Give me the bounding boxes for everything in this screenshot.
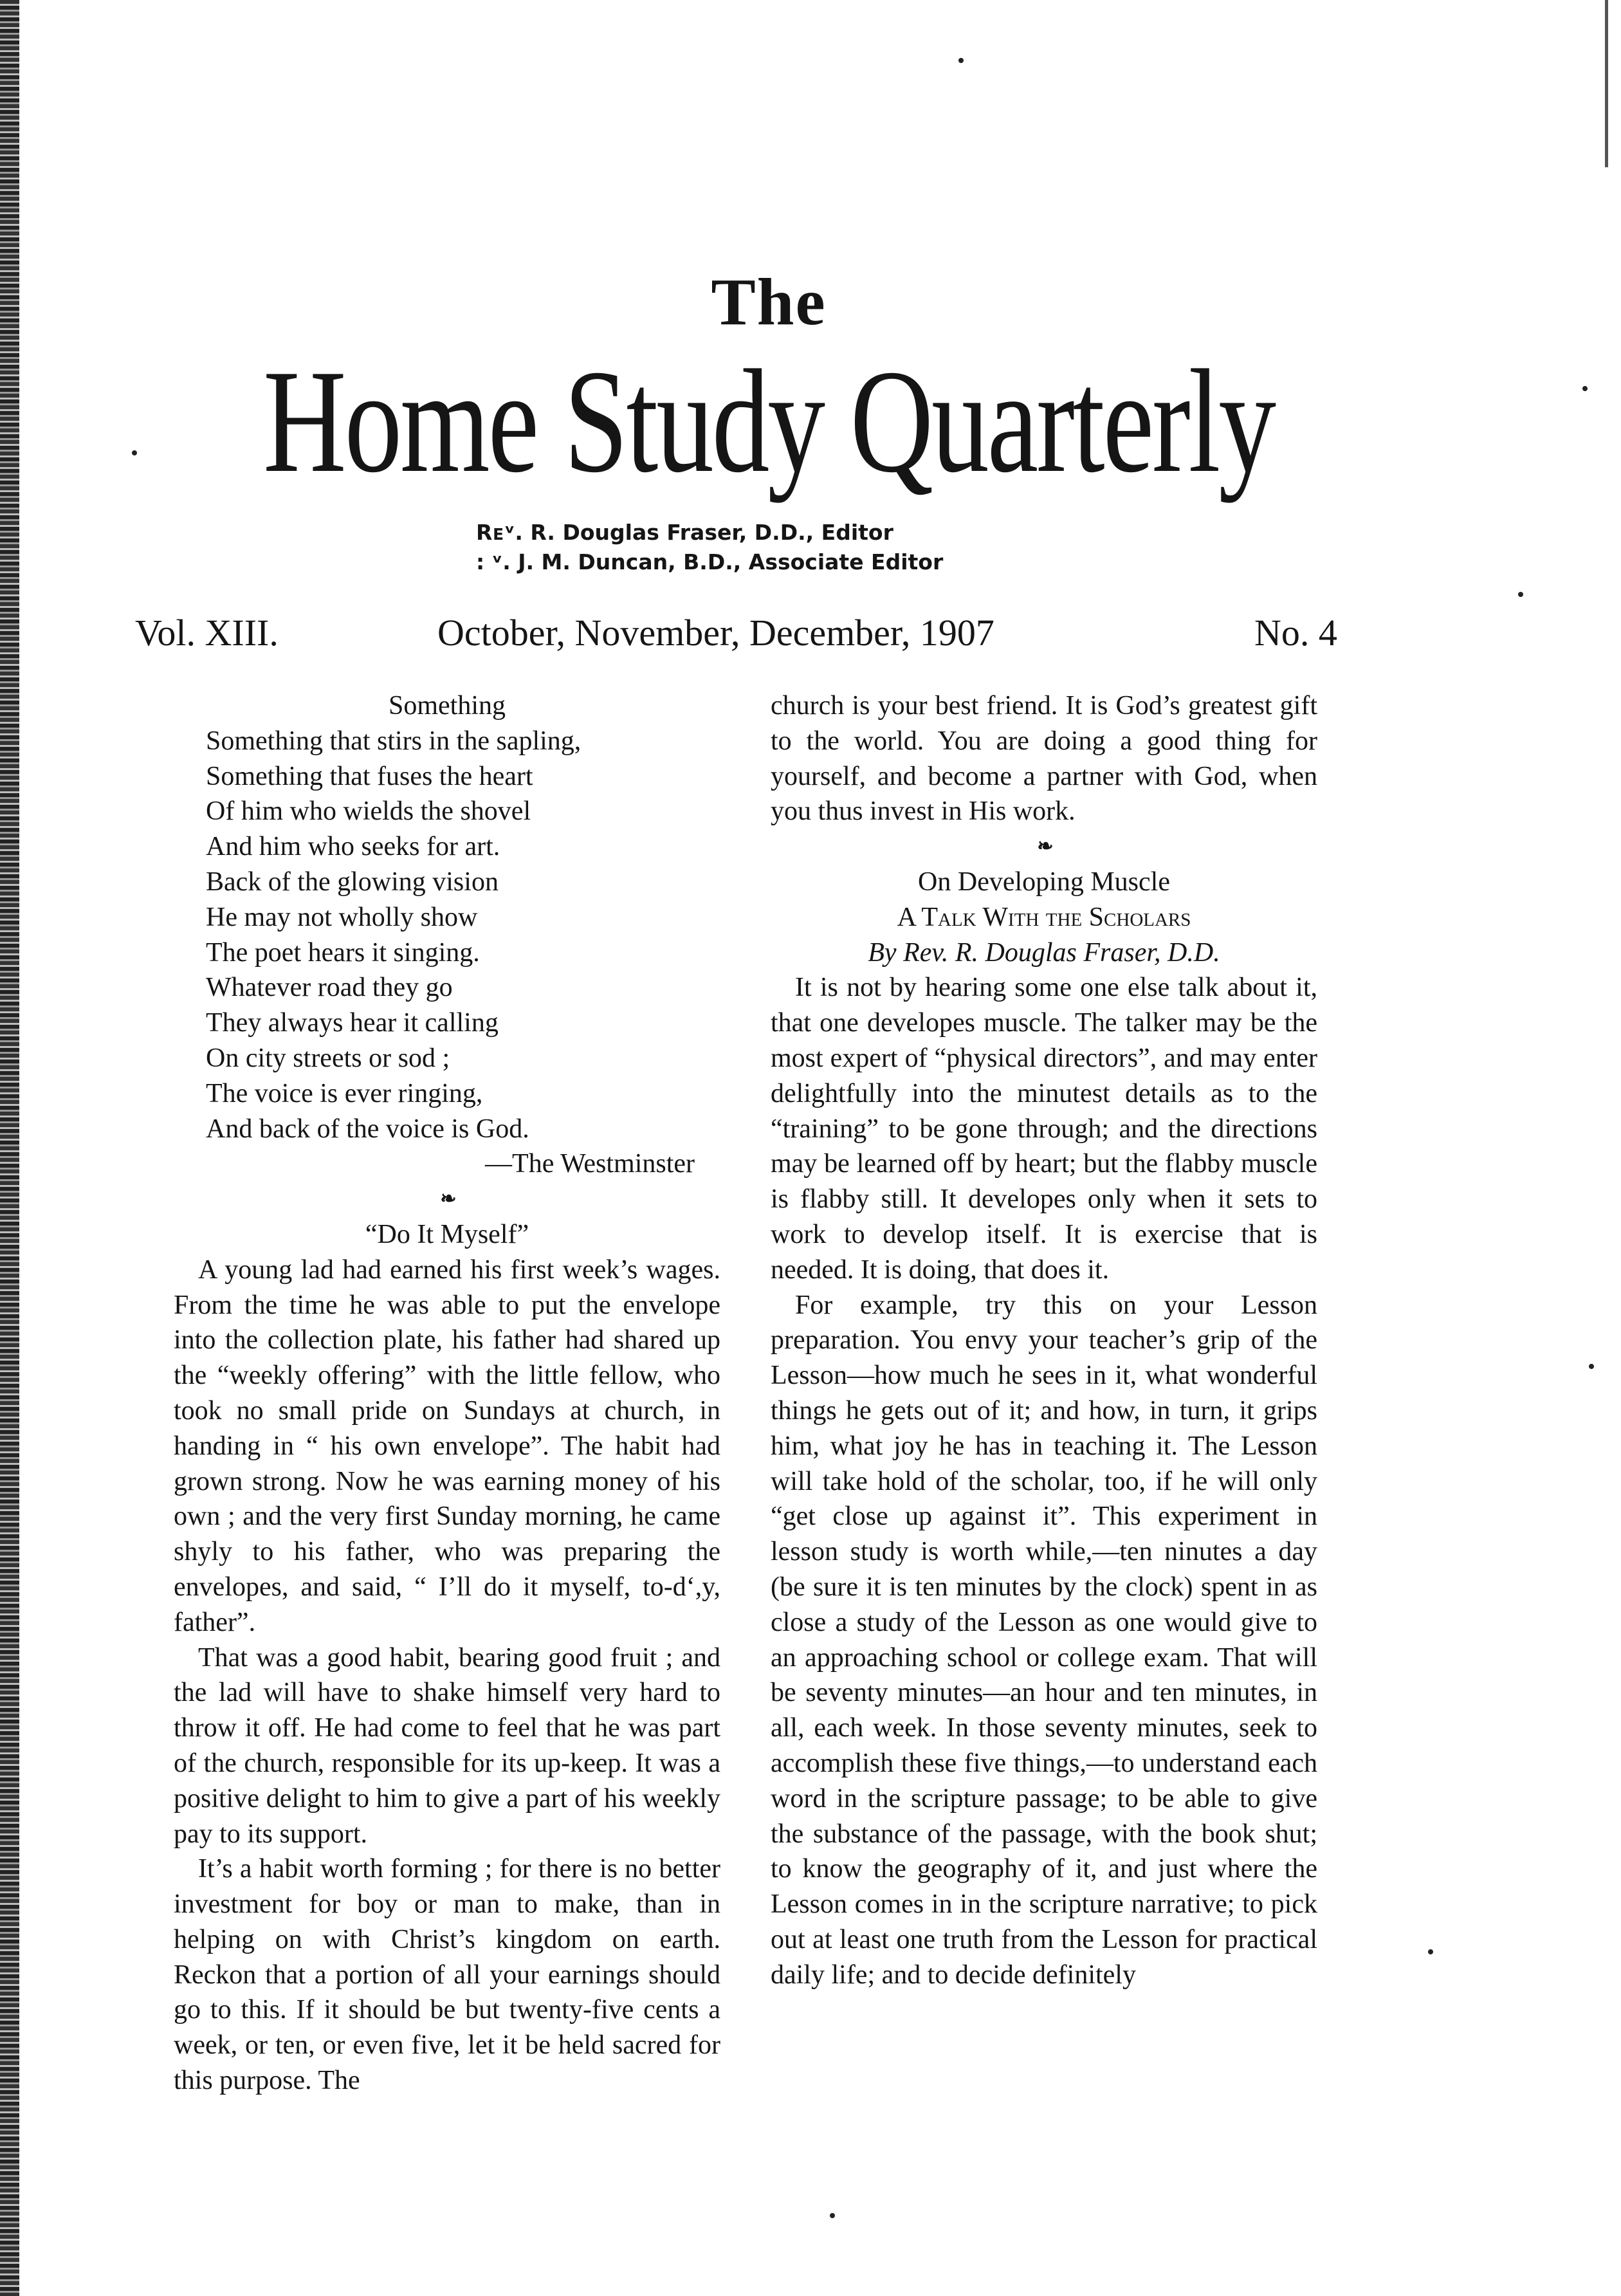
scan-speck bbox=[958, 58, 964, 63]
scan-speck bbox=[830, 2213, 835, 2218]
paragraph: It’s a habit worth forming ; for there is no better investment for boy or man to make, than in helping on with Christ’s kingdom on earth. Reckon that a portion of all your earnings should go to this. If it should be but twenty-five cents a week, or ten, or even five, let it be held sacred for this purpose. The bbox=[174, 1854, 720, 2096]
issue-number: No. 4 bbox=[1254, 612, 1337, 654]
poem-title: Something bbox=[388, 691, 506, 721]
poem-line: They always hear it calling bbox=[206, 1008, 499, 1038]
poem-line: He may not wholly show bbox=[206, 902, 478, 932]
article-title-developing-muscle: On Developing Muscle bbox=[918, 867, 1170, 897]
paragraph: For example, try this on your Lesson preparation. You envy your teacher’s grip of the Lesson—how much he sees in it, what wonderful things he gets out of it; and how, in turn, it grips him, what joy he has in teaching it. The Lesson will take hold of the scholar, too, if he will only “get close up against it”. This experiment in lesson study is worth while,—ten ninutes a day (be sure it is ten minutes by the clock) spent in as close a study of the Lesson as one would give to an approaching school or college exam. That will be seventy minutes—an hour and ten minutes, in all, each week. In those seventy minutes, seek to accomplish these five things,—to understand each word in the scripture passage; to be able to give the substance of the passage, with the book shut; to know the geography of it, and just where the Lesson comes in in the scripture narrative; to pick out at least one truth from the Lesson for practical daily life; and to decide definitely bbox=[771, 1290, 1317, 1990]
paragraph-continuation: church is your best friend. It is God’s greatest gift to the world. You are doing a good thing for yourself, and become a partner with God, when you thus invest in His work. bbox=[771, 691, 1317, 827]
article-subtitle: A Talk With the Scholars bbox=[897, 902, 1191, 932]
scan-binding-edge bbox=[0, 0, 19, 2296]
volume-label: Vol. XIII. bbox=[135, 612, 279, 654]
issue-date: October, November, December, 1907 bbox=[437, 612, 994, 654]
poem-source: —The Westminster bbox=[485, 1149, 695, 1179]
article-byline: By Rev. R. Douglas Fraser, D.D. bbox=[868, 937, 1220, 968]
scan-speck bbox=[1518, 592, 1523, 597]
article-title-do-it-myself: “Do It Myself” bbox=[365, 1219, 529, 1249]
associate-editor-line: : ᵛ. J. M. Duncan, B.D., Associate Editor bbox=[476, 549, 944, 574]
paragraph: It is not by hearing some one else talk about it, that one developes muscle. The talker may be the most expert of “physical directors”, and may enter delightfully into the minutest details as to the “training” to be gone through; and the directions may be learned off by heart; but the flabby muscle is flabby still. It developes only when it sets to work to develop itself. It is exercise that is needed. It is doing, that does it. bbox=[771, 973, 1317, 1285]
scan-speck bbox=[1428, 1949, 1433, 1954]
poem-line: On city streets or sod ; bbox=[206, 1043, 450, 1073]
masthead-the: The bbox=[711, 265, 827, 339]
poem-line: Something that stirs in the sapling, bbox=[206, 726, 582, 756]
scan-speck bbox=[1589, 1364, 1594, 1369]
paragraph: A young lad had earned his first week’s wages. From the time he was able to put the envelope into the collection plate, his father had shared up the “weekly offering” with the little fellow, who took no small pride on Sundays at church, in handing in “ his own envelope”. The habit had grown strong. Now he was earning money of his own ; and the very first Sunday morning, he came shyly to his father, who was preparing the envelopes, and said, “ I’ll do it myself, to-d‘,y, father”. bbox=[174, 1254, 720, 1637]
poem-line: And him who seeks for art. bbox=[206, 832, 500, 862]
poem-line: Something that fuses the heart bbox=[206, 761, 533, 791]
poem bbox=[174, 724, 720, 1147]
editor-line: Rᴇᵛ. R. Douglas Fraser, D.D., Editor bbox=[476, 520, 893, 545]
poem-line: And back of the voice is God. bbox=[206, 1114, 529, 1144]
poem-line: Back of the glowing vision bbox=[206, 867, 499, 897]
left-column bbox=[174, 688, 720, 2099]
poem-line: Of him who wields the shovel bbox=[206, 796, 531, 827]
fleuron-ornament: ❧ bbox=[440, 1188, 454, 1210]
scan-speck bbox=[1582, 386, 1588, 391]
fleuron-ornament: ❧ bbox=[1037, 836, 1051, 858]
poem-line: Whatever road they go bbox=[206, 973, 453, 1003]
scan-speck bbox=[132, 450, 137, 455]
masthead-title: Home Study Quarterly bbox=[263, 339, 1274, 503]
editors-block bbox=[476, 518, 943, 577]
poem-line: The poet hears it singing. bbox=[206, 937, 480, 968]
right-column bbox=[771, 688, 1317, 1992]
paragraph: That was a good habit, bearing good fruit ; and the lad will have to shake himself very hard to throw it off. He had come to feel that he was part of the church, responsible for its up-keep. It was a positive delight to him to give a part of his weekly pay to its support. bbox=[174, 1642, 720, 1849]
scan-right-edge bbox=[1605, 0, 1608, 167]
poem-line: The voice is ever ringing, bbox=[206, 1078, 483, 1108]
